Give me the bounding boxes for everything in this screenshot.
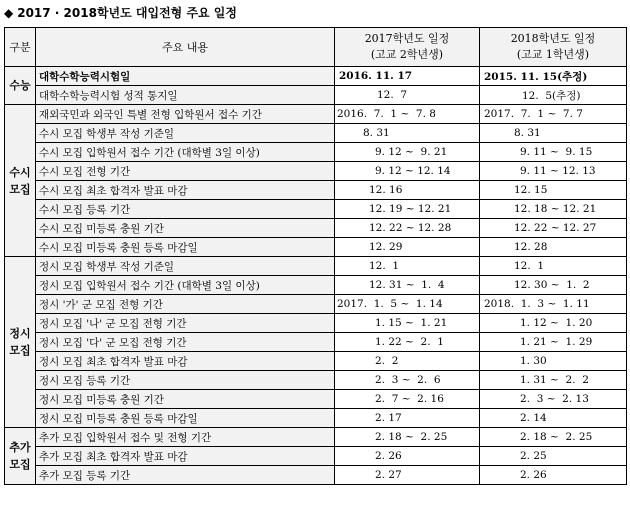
date-2017-cell	[335, 276, 480, 295]
table-row	[5, 428, 627, 447]
header-2018-line1: 2018학년도 일정	[510, 32, 596, 45]
header-2017-line1: 2017학년도 일정	[364, 32, 450, 45]
date-2018-text: 12. 28	[514, 241, 548, 253]
date-2017-cell	[335, 143, 480, 162]
date-2018-text: 2015. 11. 15(추정)	[484, 70, 588, 83]
date-2017-text: 12. 16	[369, 184, 403, 196]
date-2018-text: 12. 18 ~ 12. 21	[514, 203, 597, 215]
date-2018-text: 8. 31	[514, 127, 541, 139]
section-category-cell: 추가 모집	[5, 428, 36, 485]
header-2018-line2: (고교 1학년생)	[516, 48, 590, 61]
schedule-item-cell: 정시 모집 '다' 군 모집 전형 기간	[36, 333, 335, 352]
header-category: 구분	[5, 28, 36, 67]
table-row	[5, 314, 627, 333]
table-body	[5, 67, 627, 485]
date-2017-cell	[335, 67, 480, 86]
table-row	[5, 371, 627, 390]
table-row	[5, 200, 627, 219]
date-2018-cell	[480, 352, 627, 371]
schedule-table	[4, 27, 627, 485]
date-2018-cell	[480, 333, 627, 352]
date-2017-text: 9. 12 ~ 9. 21	[375, 146, 448, 158]
date-2017-text: 2016. 7. 1 ~ 7. 8	[337, 108, 436, 120]
date-2018-text: 9. 11 ~ 9. 15	[520, 146, 593, 158]
schedule-item-cell: 추가 모집 최초 합격자 발표 마감	[36, 447, 335, 466]
date-2017-cell	[335, 162, 480, 181]
date-2018-cell	[480, 124, 627, 143]
date-2018-text: 2017. 7. 1 ~ 7. 7	[484, 108, 583, 120]
date-2018-text: 1. 30	[520, 355, 547, 367]
table-row	[5, 276, 627, 295]
schedule-item-cell: 수시 모집 입학원서 접수 기간 (대학별 3일 이상)	[36, 143, 335, 162]
schedule-item-cell: 수시 모집 등록 기간	[36, 200, 335, 219]
date-2018-cell	[480, 162, 627, 181]
date-2017-cell	[335, 447, 480, 466]
date-2018-cell	[480, 466, 627, 485]
date-2017-text: 2. 17	[375, 412, 402, 424]
date-2017-cell	[335, 295, 480, 314]
date-2018-text: 9. 11 ~ 12. 13	[520, 165, 596, 177]
date-2018-text: 1. 21 ~ 1. 29	[520, 336, 593, 348]
date-2018-cell	[480, 390, 627, 409]
schedule-item-cell: 대학수학능력시험 성적 통지일	[36, 86, 335, 105]
date-2017-cell	[335, 314, 480, 333]
date-2018-cell	[480, 67, 627, 86]
date-2017-cell	[335, 105, 480, 124]
table-row	[5, 105, 627, 124]
section-category-cell: 수능	[5, 67, 36, 105]
date-2018-cell	[480, 200, 627, 219]
date-2018-text: 12. 30 ~ 1. 2	[514, 279, 590, 291]
schedule-item-cell: 정시 모집 최초 합격자 발표 마감	[36, 352, 335, 371]
schedule-item-cell: 추가 모집 등록 기간	[36, 466, 335, 485]
date-2018-cell	[480, 219, 627, 238]
table-row	[5, 352, 627, 371]
schedule-item-cell: 수시 모집 미등록 충원 등록 마감일	[36, 238, 335, 257]
table-row	[5, 219, 627, 238]
date-2018-text: 2. 14	[520, 412, 547, 424]
header-2017	[335, 28, 480, 67]
table-row	[5, 67, 627, 86]
date-2017-text: 1. 22 ~ 2. 1	[375, 336, 444, 348]
date-2017-cell	[335, 371, 480, 390]
table-row	[5, 86, 627, 105]
schedule-item-cell: 정시 모집 입학원서 접수 기간 (대학별 3일 이상)	[36, 276, 335, 295]
schedule-item-cell: 재외국민과 외국인 특별 전형 입학원서 접수 기간	[36, 105, 335, 124]
table-row	[5, 466, 627, 485]
schedule-item-cell: 수시 모집 최초 합격자 발표 마감	[36, 181, 335, 200]
table-row	[5, 238, 627, 257]
table-header-row	[5, 28, 627, 67]
header-2018	[480, 28, 627, 67]
date-2018-cell	[480, 295, 627, 314]
date-2018-text: 12. 1	[514, 260, 545, 272]
date-2017-text: 2. 26	[375, 450, 402, 462]
date-2017-cell	[335, 200, 480, 219]
date-2018-text: 12. 5(추정)	[522, 89, 581, 102]
table-row	[5, 143, 627, 162]
schedule-item-cell: 추가 모집 입학원서 접수 및 전형 기간	[36, 428, 335, 447]
date-2017-text: 12. 31 ~ 1. 4	[369, 279, 445, 291]
table-row	[5, 162, 627, 181]
date-2017-text: 12. 7	[377, 89, 408, 101]
date-2017-text: 1. 15 ~ 1. 21	[375, 317, 448, 329]
schedule-item-cell: 정시 모집 미등록 충원 등록 마감일	[36, 409, 335, 428]
date-2018-cell	[480, 143, 627, 162]
date-2017-cell	[335, 409, 480, 428]
date-2018-cell	[480, 105, 627, 124]
date-2018-text: 1. 12 ~ 1. 20	[520, 317, 593, 329]
date-2018-text: 1. 31 ~ 2. 2	[520, 374, 589, 386]
date-2018-text: 2. 26	[520, 469, 547, 481]
table-row	[5, 390, 627, 409]
date-2017-text: 2016. 11. 17	[339, 70, 413, 82]
date-2018-cell	[480, 409, 627, 428]
date-2017-cell	[335, 390, 480, 409]
table-row	[5, 409, 627, 428]
date-2017-cell	[335, 333, 480, 352]
schedule-item-cell: 수시 모집 미등록 충원 기간	[36, 219, 335, 238]
date-2017-cell	[335, 86, 480, 105]
date-2018-cell	[480, 314, 627, 333]
date-2018-cell	[480, 86, 627, 105]
schedule-item-cell: 정시 모집 미등록 충원 기간	[36, 390, 335, 409]
date-2017-cell	[335, 466, 480, 485]
date-2017-text: 2. 7 ~ 2. 16	[375, 393, 444, 405]
date-2018-text: 2. 18 ~ 2. 25	[520, 431, 593, 443]
header-item: 주요 내용	[36, 28, 335, 67]
schedule-item-cell: 대학수학능력시험일	[36, 67, 335, 86]
schedule-item-cell: 수시 모집 전형 기간	[36, 162, 335, 181]
date-2018-text: 12. 15	[514, 184, 548, 196]
date-2017-text: 12. 29	[369, 241, 403, 253]
table-row	[5, 124, 627, 143]
date-2017-text: 2. 3 ~ 2. 6	[375, 374, 441, 386]
date-2017-text: 8. 31	[363, 127, 390, 139]
date-2017-text: 2. 27	[375, 469, 402, 481]
date-2018-cell	[480, 181, 627, 200]
date-2018-cell	[480, 257, 627, 276]
date-2017-cell	[335, 428, 480, 447]
table-row	[5, 333, 627, 352]
schedule-item-cell: 정시 모집 '나' 군 모집 전형 기간	[36, 314, 335, 333]
table-row	[5, 181, 627, 200]
date-2017-cell	[335, 238, 480, 257]
table-row	[5, 295, 627, 314]
date-2017-cell	[335, 181, 480, 200]
date-2018-cell	[480, 447, 627, 466]
date-2018-cell	[480, 238, 627, 257]
date-2017-cell	[335, 257, 480, 276]
schedule-item-cell: 정시 모집 등록 기간	[36, 371, 335, 390]
date-2018-text: 2. 3 ~ 2. 13	[520, 393, 589, 405]
title-text: 2017 · 2018학년도 대입전형 주요 일정	[17, 6, 237, 20]
date-2017-text: 2. 2	[375, 355, 399, 367]
date-2017-text: 2. 18 ~ 2. 25	[375, 431, 448, 443]
section-category-cell: 정시 모집	[5, 257, 36, 428]
diamond-bullet-icon: ◆	[4, 6, 14, 20]
date-2018-text: 2018. 1. 3 ~ 1. 11	[484, 298, 590, 310]
header-2017-line2: (고교 2학년생)	[370, 48, 444, 61]
schedule-item-cell: 정시 '가' 군 모집 전형 기간	[36, 295, 335, 314]
date-2017-cell	[335, 219, 480, 238]
document-title	[4, 3, 237, 23]
date-2017-cell	[335, 124, 480, 143]
date-2017-cell	[335, 352, 480, 371]
date-2017-text: 12. 19 ~ 12. 21	[369, 203, 452, 215]
date-2018-cell	[480, 276, 627, 295]
table-row	[5, 257, 627, 276]
date-2018-cell	[480, 428, 627, 447]
date-2017-text: 12. 22 ~ 12. 28	[369, 222, 452, 234]
date-2017-text: 12. 1	[369, 260, 400, 272]
schedule-item-cell: 정시 모집 학생부 작성 기준일	[36, 257, 335, 276]
date-2017-text: 9. 12 ~ 12. 14	[375, 165, 451, 177]
section-category-cell: 수시 모집	[5, 105, 36, 257]
date-2018-cell	[480, 371, 627, 390]
date-2017-text: 2017. 1. 5 ~ 1. 14	[337, 298, 443, 310]
table-row	[5, 447, 627, 466]
schedule-item-cell: 수시 모집 학생부 작성 기준일	[36, 124, 335, 143]
date-2018-text: 12. 22 ~ 12. 27	[514, 222, 597, 234]
date-2018-text: 2. 25	[520, 450, 547, 462]
